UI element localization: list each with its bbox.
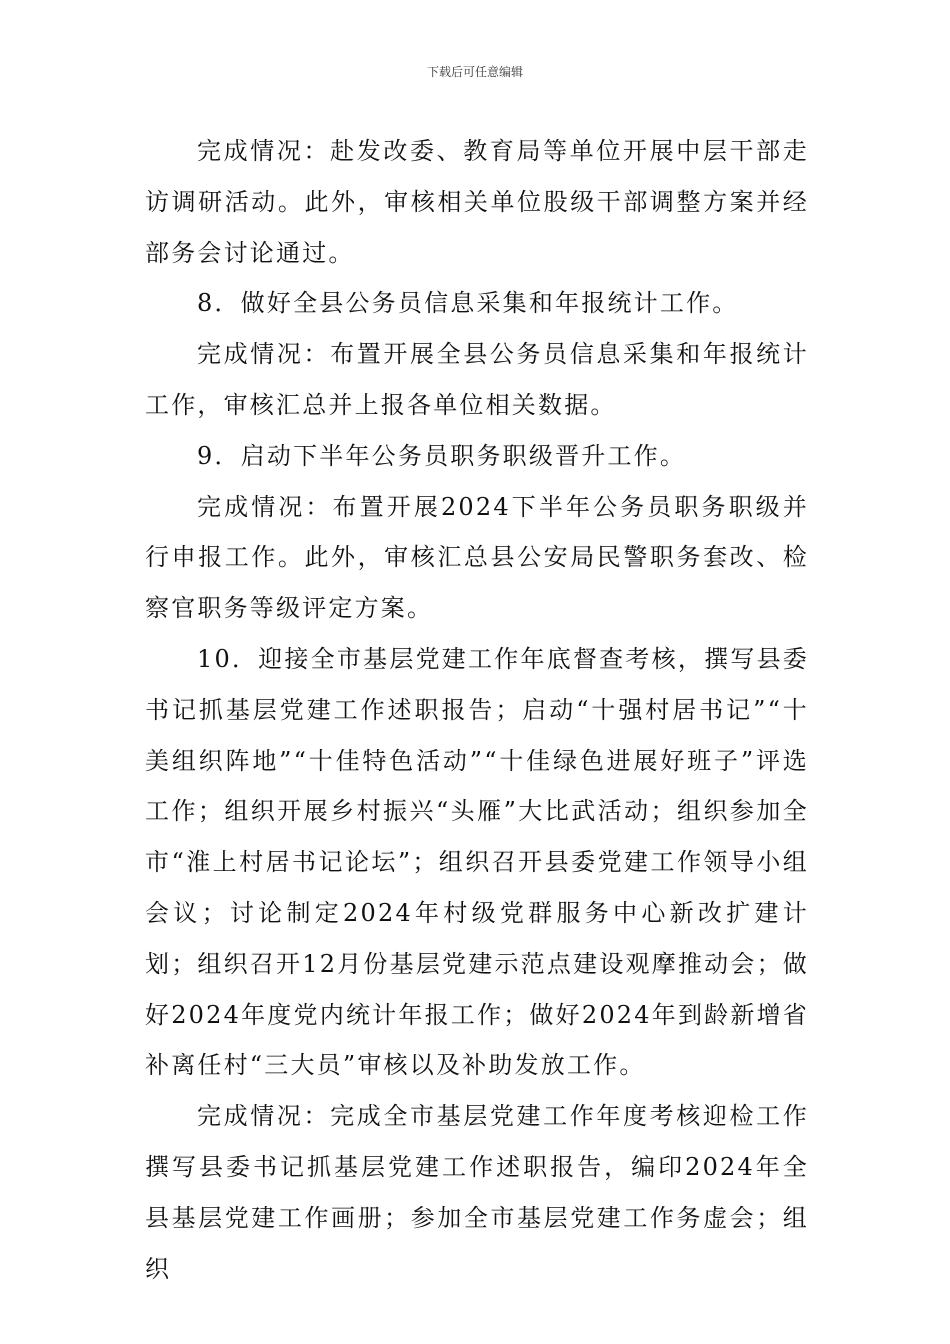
paragraph-item-8: 8．做好全县公务员信息采集和年报统计工作。	[197, 289, 739, 318]
paragraph-completion-party-building: 完成情况：完成全市基层党建工作年度考核迎检工作撰写县委书记抓基层党建工作述职报告，编印2024年全县基层党建工作画册；参加全市基层党建工作务虚会；组织	[145, 1102, 809, 1283]
document-body	[145, 126, 809, 1294]
page-header-note: 下载后可任意编辑	[426, 65, 523, 79]
paragraph-completion-info-collection: 完成情况：布置开展全县公务员信息采集和年报统计工作，审核汇总并上报各单位相关数据。	[145, 340, 809, 419]
paragraph-completion-promotion: 完成情况：布置开展2024下半年公务员职务职级并行申报工作。此外，审核汇总县公安局民警职务套改、检察官职务等级评定方案。	[145, 492, 809, 623]
paragraph-item-10: 10．迎接全市基层党建工作年底督查考核，撰写县委书记抓基层党建工作述职报告；启动“十强村居书记”“十美组织阵地”“十佳特色活动”“十佳绿色进展好班子”评选工作；组织开展乡村振兴“头雁”大比武活动；组织参加全市“淮上村居书记论坛”；组织召开县委党建工作领导小组会议；讨论制定2024年村级党群服务中心新改扩建计划；组织召开12月份基层党建示范点建设观摩推动会；做好2024年度党内统计年报工作；做好2024年到龄新增省补离任村“三大员”审核以及补助发放工作。	[145, 644, 809, 1080]
paragraph-item-9: 9．启动下半年公务员职务职级晋升工作。	[197, 441, 687, 470]
paragraph-completion-interviews: 完成情况：赴发改委、教育局等单位开展中层干部走访调研活动。此外，审核相关单位股级干部调整方案并经部务会讨论通过。	[145, 137, 809, 267]
